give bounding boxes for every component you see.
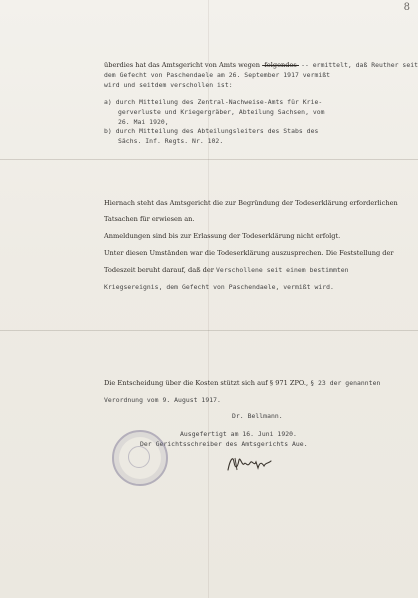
para1-line1: überdies hat das Amtsgericht von Amts wegen -folgendes- -- ermittelt, daß Reuther seit [104,61,418,69]
para3-line2: Verordnung vom 9. August 1917. [104,396,221,404]
corner-page-mark: 8 [403,2,410,13]
para3-line1: Die Entscheidung über die Kosten stützt sich auf § 971 ZPO., § 23 der genannten [104,379,381,387]
fold-crease-middle [0,330,418,331]
issued-date-line: Ausgefertigt am 16. Juni 1920. [180,430,297,438]
clerk-signature [225,452,275,474]
clerk-line: Der Gerichtsschreiber des Amtsgerichts Aue. [140,440,308,448]
para1-line3: wird und seitdem verschollen ist: [104,81,233,89]
para2-line6: Kriegsereignis, dem Gefecht von Paschendaele, vermißt wird. [104,283,334,291]
fold-crease-top [0,159,418,160]
court-seal-stamp [112,430,168,486]
para2-line2: Tatsachen für erwiesen an. [104,215,195,223]
para1-item-a-line3: 26. Mai 1920, [118,118,169,126]
para2-line1: Hiernach steht das Amtsgericht die zur Begründung der Todeserklärung erforderlichen [104,199,398,207]
para1-item-a-line1: a) durch Mitteilung des Zentral-Nachweise-Amts für Krie- [104,98,323,106]
para2-line4: Unter diesen Umständen war die Todeserklärung auszusprechen. Die Feststellung der [104,249,394,257]
para1-item-b-line1: b) durch Mitteilung des Abteilungsleiters des Stabs des [104,127,319,135]
para1-line2: dem Gefecht von Paschendaele am 26. September 1917 vermißt [104,71,331,79]
para2-line3: Anmeldungen sind bis zur Erlassung der Todeserklärung nicht erfolgt. [104,232,341,240]
para1-item-b-line2: Sächs. Inf. Regts. Nr. 102. [118,137,224,145]
para2-line5: Todeszeit beruht darauf, daß der Verschollene seit einem bestimmten [104,266,349,274]
signed-by-name: Dr. Bellmann. [232,412,283,420]
para1-item-a-line2: gerverluste und Kriegergräber, Abteilung Sachsen, vom [118,108,325,116]
